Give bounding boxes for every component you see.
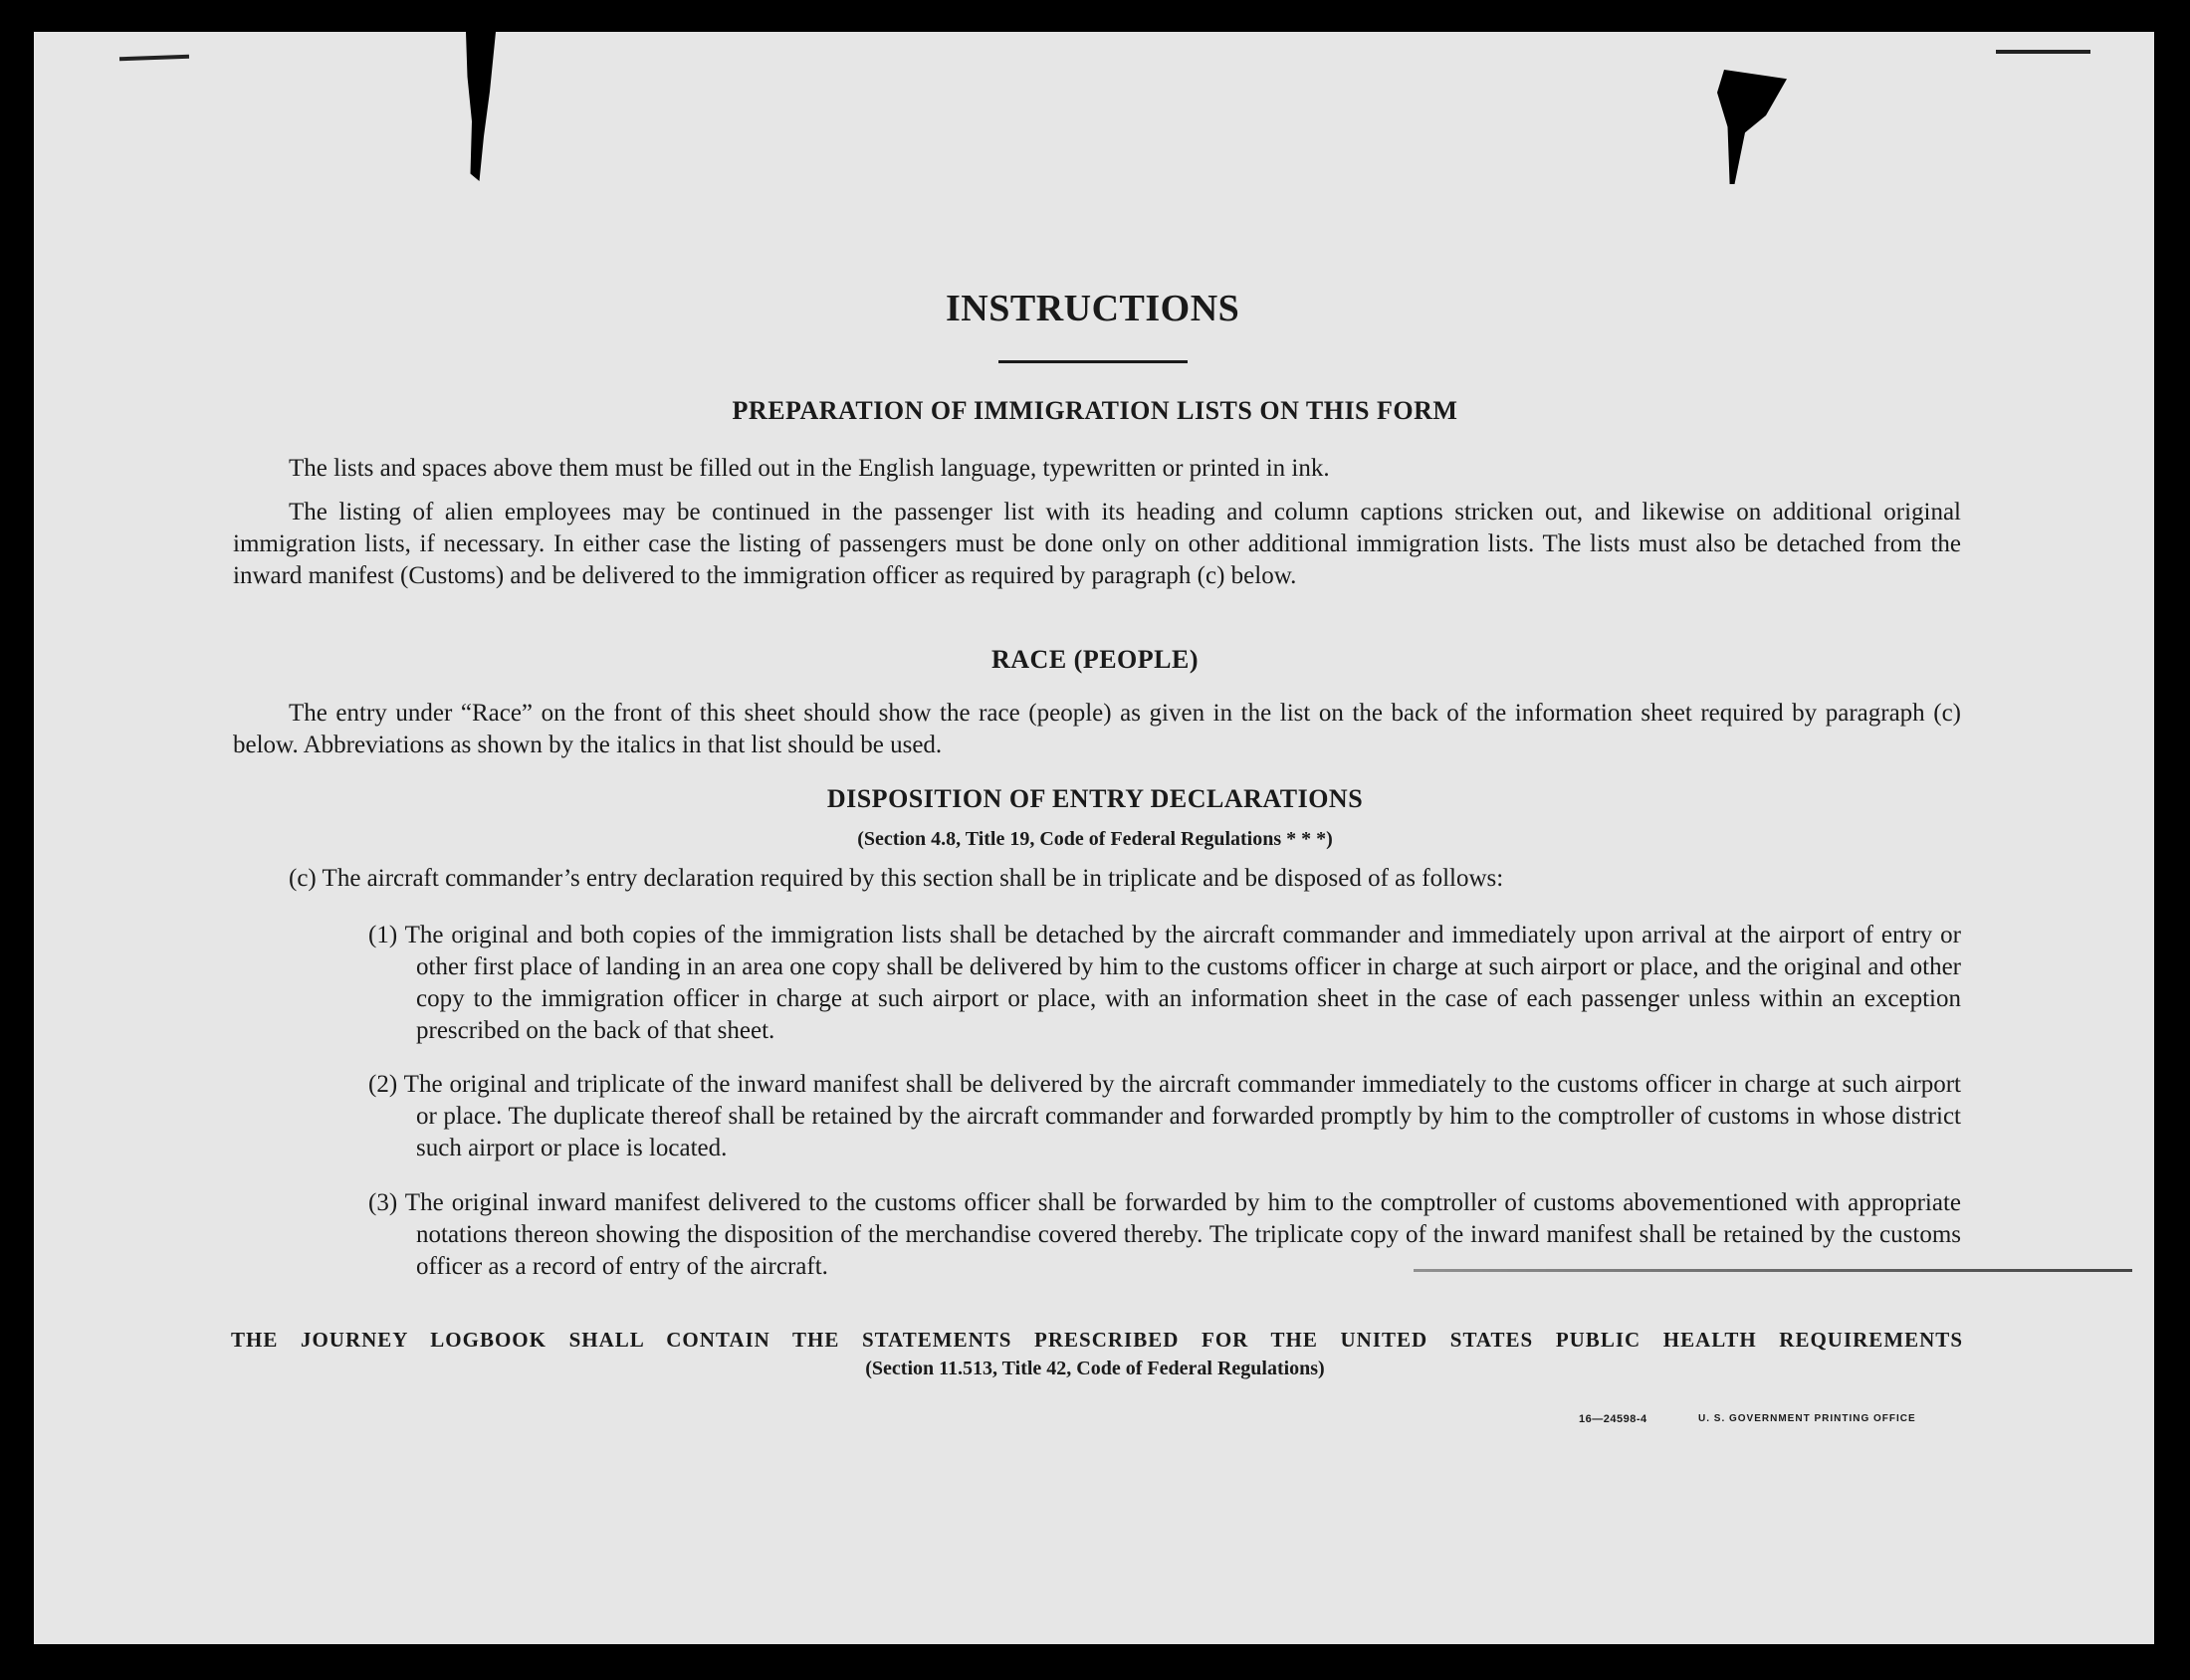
paragraph-disposition-intro: (c) The aircraft commander’s entry declaration required by this section shall be in triplicate and be disposed of as follows:	[289, 865, 1504, 892]
footer-citation: (Section 11.513, Title 42, Code of Federal Regulations)	[865, 1358, 1325, 1379]
paragraph-race-1: The entry under “Race” on the front of this sheet should show the race (people) as given in the list on the back of the information sheet required by paragraph (c) below. Abbreviations as shown by the italics in that list should be used.	[233, 700, 1961, 758]
list-item-number: (1)	[368, 922, 398, 948]
paragraph-preparation-1: The lists and spaces above them must be filled out in the English language, typewritten or printed in ink.	[289, 455, 1330, 482]
list-item-text: The original inward manifest delivered to the customs officer shall be forwarded by him to the comptroller of customs abovementioned with appropriate notations thereon showing the disposition of the merchandise covered thereby. The triplicate copy of the inward manifest shall be retained by the customs officer as a record of entry of the aircraft.	[404, 1189, 1961, 1280]
list-item-number: (3)	[368, 1189, 398, 1216]
print-code: 16—24598-4	[1579, 1413, 1647, 1425]
section-heading-preparation: PREPARATION OF IMMIGRATION LISTS ON THIS FORM	[732, 396, 1458, 425]
printer-name: U. S. GOVERNMENT PRINTING OFFICE	[1698, 1413, 1916, 1424]
page-title: INSTRUCTIONS	[946, 288, 1240, 329]
title-underline	[998, 360, 1188, 363]
section-heading-disposition: DISPOSITION OF ENTRY DECLARATIONS	[826, 784, 1364, 813]
list-item	[338, 1069, 1961, 1164]
section-subheading-disposition: (Section 4.8, Title 19, Code of Federal Regulations * * *)	[857, 828, 1333, 850]
list-item	[338, 920, 1961, 1047]
section-heading-race: RACE (PEOPLE)	[991, 645, 1199, 674]
list-item-text: The original and triplicate of the inward manifest shall be delivered by the aircraft commander immediately to the customs officer in charge at such airport or place. The duplicate thereof shall be retained by the aircraft commander and forwarded promptly by him to the comptroller of customs in whose district such airport or place is located.	[403, 1071, 1961, 1161]
paragraph-preparation-2: The listing of alien employees may be continued in the passenger list with its heading and column captions stricken out, and likewise on additional original immigration lists, if necessary. In either case the listing of passengers must be done only on other additional immigration lists. The lists must also be detached from the inward manifest (Customs) and be delivered to the immigration officer as required by paragraph (c) below.	[233, 499, 1961, 589]
list-item	[338, 1187, 1961, 1283]
footer-statement: THE JOURNEY LOGBOOK SHALL CONTAIN THE STATEMENTS PRESCRIBED FOR THE UNITED STATES PUBLIC HEALTH REQUIREMENTS	[231, 1328, 1963, 1352]
list-item-number: (2)	[368, 1071, 398, 1098]
list-item-text: The original and both copies of the immigration lists shall be detached by the aircraft commander and immediately upon arrival at the airport of entry or other first place of landing in an area one copy shall be delivered by him to the customs officer in charge at such airport or place, and the original and other copy to the immigration officer in charge at such airport or place, with an information sheet in the case of each passenger unless within an exception prescribed on the back of that sheet.	[404, 922, 1961, 1044]
